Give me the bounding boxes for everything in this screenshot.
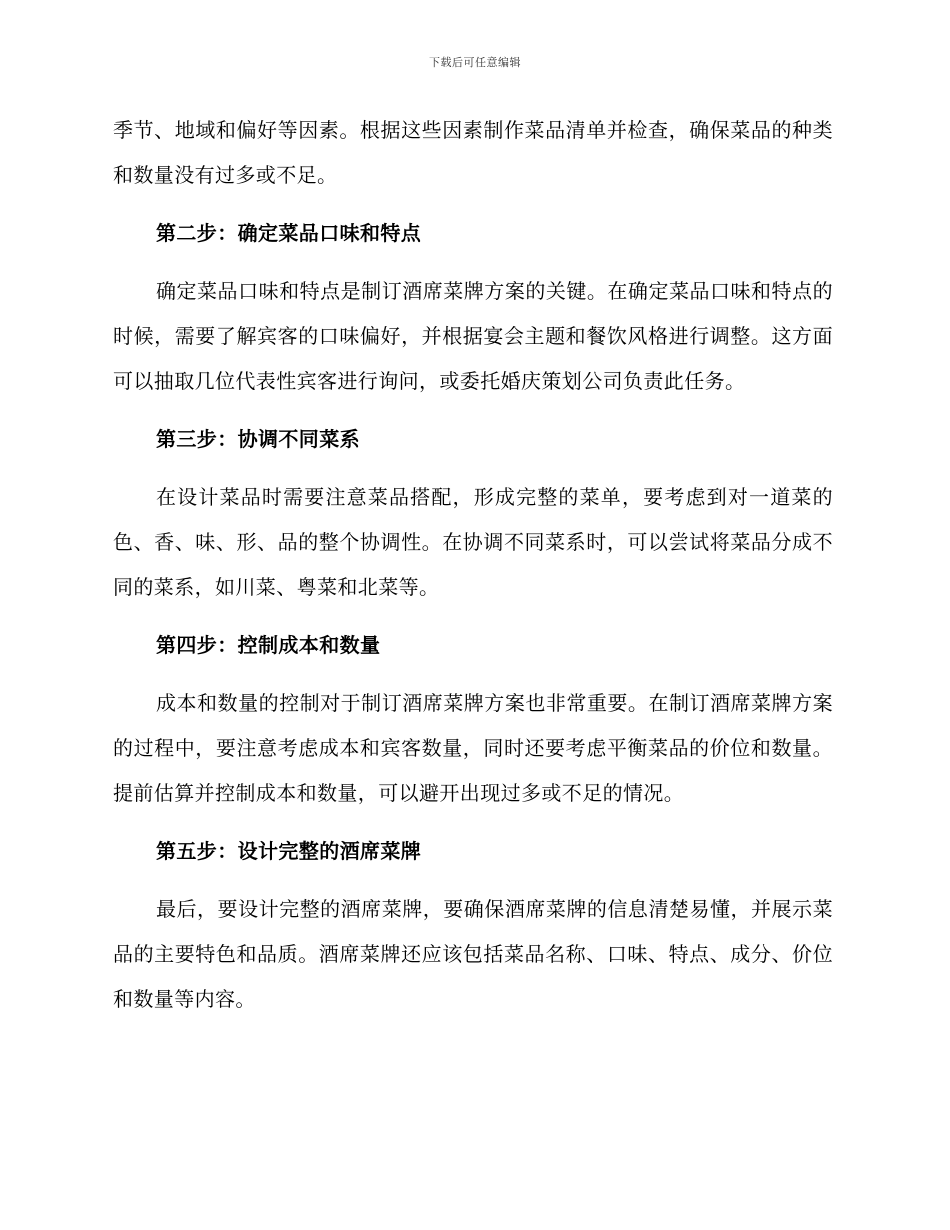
paragraph-step-three: 在设计菜品时需要注意菜品搭配，形成完整的菜单，要考虑到对一道菜的色、香、味、形、品的整个协调性。在协调不同菜系时，可以尝试将菜品分成不同的菜系，如川菜、粤菜和北菜等。: [113, 485, 833, 599]
heading-step-four: 第四步：控制成本和数量: [156, 633, 381, 657]
paragraph-step-five: 最后，要设计完整的酒席菜牌，要确保酒席菜牌的信息清楚易懂，并展示菜品的主要特色和品质。酒席菜牌还应该包括菜品名称、口味、特点、成分、价位和数量等内容。: [113, 897, 833, 1011]
paragraph-continuation: 季节、地域和偏好等因素。根据这些因素制作菜品清单并检查，确保菜品的种类和数量没有过多或不足。: [113, 118, 833, 187]
paragraph-step-four: 成本和数量的控制对于制订酒席菜牌方案也非常重要。在制订酒席菜牌方案的过程中，要注意考虑成本和宾客数量，同时还要考虑平衡菜品的价位和数量。提前估算并控制成本和数量，可以避开出现过多或不足的情况。: [113, 691, 833, 805]
page-header: 下载后可任意编辑: [429, 56, 521, 69]
paragraph-step-two: 确定菜品口味和特点是制订酒席菜牌方案的关键。在确定菜品口味和特点的时候，需要了解宾客的口味偏好，并根据宴会主题和餐饮风格进行调整。这方面可以抽取几位代表性宾客进行询问，或委托婚庆策划公司负责此任务。: [113, 279, 833, 393]
document-body: [113, 108, 833, 1022]
heading-step-two: 第二步：确定菜品口味和特点: [156, 221, 422, 245]
heading-step-five: 第五步：设计完整的酒席菜牌: [156, 839, 422, 863]
heading-step-three: 第三步：协调不同菜系: [156, 427, 360, 451]
